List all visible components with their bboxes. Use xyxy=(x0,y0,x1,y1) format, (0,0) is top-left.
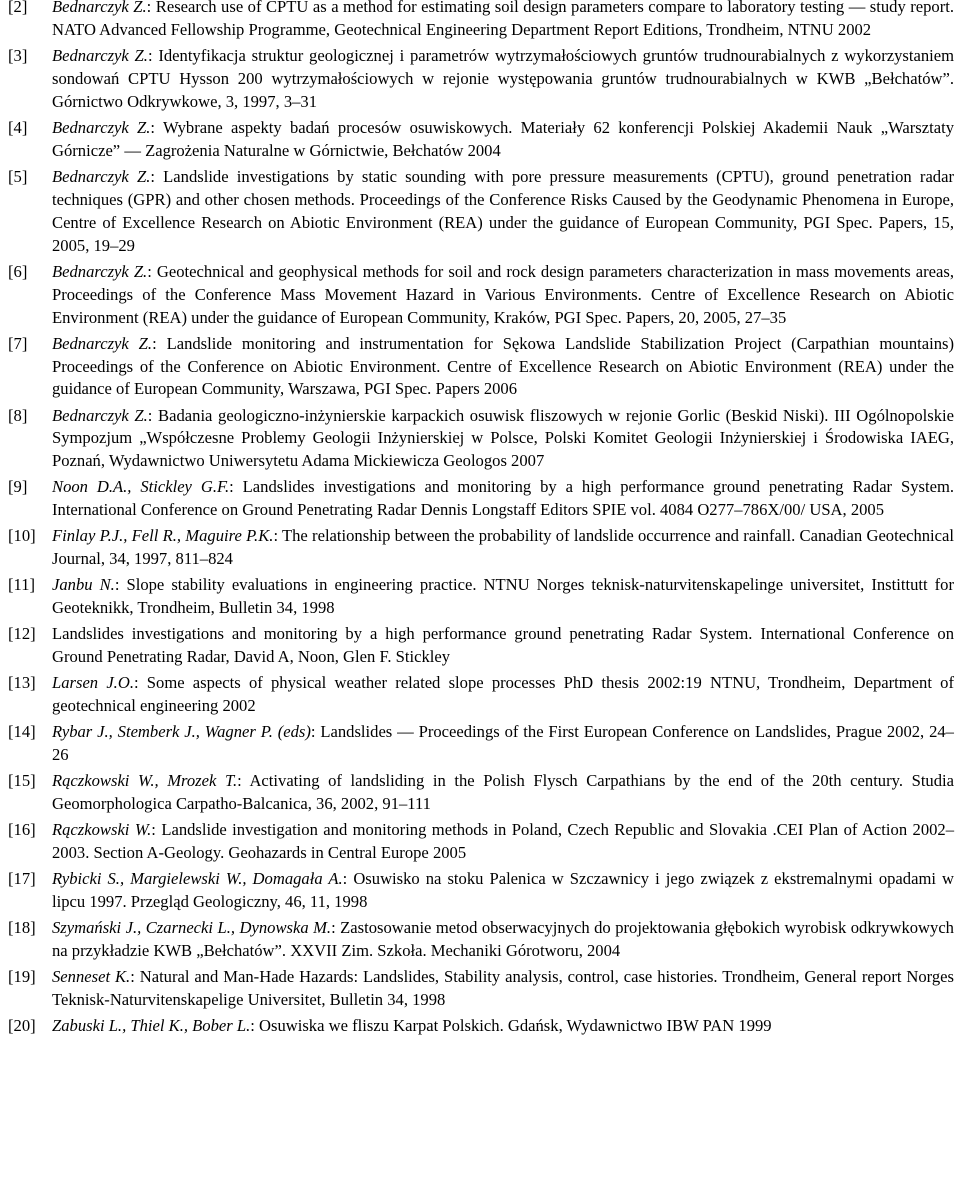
reference-authors: Zabuski L., Thiel K., Bober L. xyxy=(52,1016,251,1036)
reference-text: Geotechnical and geophysical methods for soil and rock design parameters characterization in mass movements areas, Proceedings of the Conference Mass Movement Hazard in Various Environments. Centre of Excellence Research on Abiotic Environment (REA) under the guidance of European Community, Kraków, PGI Spec. Papers, 20, 2005, 27–35 xyxy=(52,261,954,327)
reference-number: [17] xyxy=(8,869,36,889)
reference-body xyxy=(52,917,954,963)
reference-text: Landslides investigations and monitoring by a high performance ground penetrating Radar System. International Conference on Ground Penetrating Radar, David A, Noon, Glen F. Stickley xyxy=(52,624,954,667)
reference-body xyxy=(52,333,954,402)
reference-number: [9] xyxy=(8,477,28,497)
reference-number: [3] xyxy=(8,46,28,65)
reference-body xyxy=(52,623,954,669)
reference-number: [7] xyxy=(8,333,28,353)
reference-12 xyxy=(8,623,954,669)
reference-number: [12] xyxy=(8,624,36,644)
reference-authors: Finlay P.J., Fell R., Maguire P.K. xyxy=(52,526,274,546)
reference-text: Slope stability evaluations in engineering practice. NTNU Norges teknisk-naturvitenskapelinge universitet, Instittutt for Geoteknikk, Trondheim, Bulletin 34, 1998 xyxy=(52,575,954,618)
reference-authors: Rybicki S., Margielewski W., Domagała A. xyxy=(52,869,343,889)
reference-body xyxy=(52,672,954,718)
reference-15 xyxy=(8,770,954,816)
reference-separator: : xyxy=(237,771,250,791)
reference-separator: : xyxy=(310,722,321,742)
reference-text: Identyfikacja struktur geologicznej i parametrów wytrzymałościowych gruntów trudnourabialnych z wykorzystaniem sondowań CPTU Hysson 200 wytrzymałościowych w rejonie występowania gruntów trudnourabialnych w KWB „Bełchatów”. Górnictwo Odkrywkowe, 3, 1997, 3–31 xyxy=(52,46,954,111)
reference-authors: Janbu N. xyxy=(52,575,115,595)
reference-body xyxy=(52,525,954,571)
reference-body xyxy=(52,261,954,330)
reference-separator: : xyxy=(342,869,354,889)
reference-authors: Bednarczyk Z. xyxy=(52,261,148,281)
reference-13 xyxy=(8,672,954,718)
reference-separator: : xyxy=(146,0,156,16)
reference-9 xyxy=(8,476,954,522)
reference-authors: Bednarczyk Z. xyxy=(52,117,151,137)
reference-text: Wybrane aspekty badań procesów osuwiskowych. Materiały 62 konferencji Polskiej Akademii Nauk „Warsztaty Górnicze” — Zagrożenia Naturalne w Górnictwie, Bełchatów 2004 xyxy=(52,117,954,160)
reference-body xyxy=(52,721,954,767)
reference-body xyxy=(52,0,954,42)
reference-body xyxy=(52,405,954,474)
reference-11 xyxy=(8,574,954,620)
reference-separator: : xyxy=(229,477,243,497)
reference-16 xyxy=(8,819,954,865)
reference-20 xyxy=(8,1015,954,1038)
reference-authors: Szymański J., Czarnecki L., Dynowska M. xyxy=(52,918,332,938)
reference-separator: : xyxy=(150,117,163,137)
reference-number: [16] xyxy=(8,820,36,840)
reference-14 xyxy=(8,721,954,767)
reference-separator: : xyxy=(147,261,157,281)
reference-number: [6] xyxy=(8,261,28,281)
reference-text: Research use of CPTU as a method for estimating soil design parameters compare to laboratory testing — study report. NATO Advanced Fellowship Programme, Geotechnical Engineering Department Report Editions, Trondheim, NTNU 2002 xyxy=(52,0,955,39)
reference-body xyxy=(52,1015,954,1038)
reference-text: Zastosowanie metod obserwacyjnych do projektowania głębokich wyrobisk odkrywkowych na przykładzie KWB „Bełchatów”. XXVII Zim. Szkoła. Mechaniki Górotworu, 2004 xyxy=(52,918,954,961)
reference-separator: : xyxy=(152,333,167,353)
reference-number: [19] xyxy=(8,967,36,987)
reference-3 xyxy=(8,45,954,114)
reference-authors: Senneset K. xyxy=(52,967,131,987)
reference-body xyxy=(52,117,954,163)
reference-body xyxy=(52,166,954,258)
reference-text: Landslide investigations by static sounding with pore pressure measurements (CPTU), ground penetration radar techniques (GPR) and other chosen methods. Proceedings of the Conference Risks Caused by the Geodynamic Phenomena in Europe, Centre of Excellence Research on Abiotic Environment (REA) under the guidance of European Community, PGI Spec. Papers, 15, 2005, 19–29 xyxy=(52,166,954,255)
reference-separator: : xyxy=(331,918,341,938)
reference-separator: : xyxy=(130,967,140,987)
reference-separator: : xyxy=(147,405,159,425)
reference-number: [18] xyxy=(8,918,36,938)
reference-19 xyxy=(8,966,954,1012)
reference-separator: : xyxy=(114,575,127,595)
reference-body xyxy=(52,45,954,114)
reference-number: [10] xyxy=(8,526,36,546)
reference-body xyxy=(52,868,954,914)
reference-text: Natural and Man-Hade Hazards: Landslides, Stability analysis, control, case histories. Trondheim, General report Norges Teknisk-Naturvitenskapelige Universitet, Bulletin 34, 1998 xyxy=(52,967,954,1010)
reference-body xyxy=(52,476,954,522)
reference-authors: Bednarczyk Z. xyxy=(52,46,148,65)
reference-authors: Bednarczyk Z. xyxy=(52,166,151,186)
reference-text: Landslides investigations and monitoring by a high performance ground penetrating Radar System. International Conference on Ground Penetrating Radar Dennis Longstaff Editors SPIE vol. 4084 O277–786X/00/ USA, 2005 xyxy=(52,477,955,520)
reference-separator: : xyxy=(250,1016,259,1036)
reference-17 xyxy=(8,868,954,914)
reference-text: The relationship between the probability of landslide occurrence and rainfall. Canadian Geotechnical Journal, 34, 1997, 811–824 xyxy=(52,526,954,569)
reference-text: Some aspects of physical weather related slope processes PhD thesis 2002:19 NTNU, Trondheim, Department of geotechnical engineering 2002 xyxy=(52,673,954,716)
reference-18 xyxy=(8,917,954,963)
reference-number: [8] xyxy=(8,405,28,425)
reference-4 xyxy=(8,117,954,163)
reference-authors: Larsen J.O. xyxy=(52,673,134,693)
reference-number: [5] xyxy=(8,166,28,186)
reference-number: [14] xyxy=(8,722,36,742)
reference-text: Osuwisko na stoku Palenica w Szczawnicy i jego związek z ekstremalnymi opadami w lipcu 1997. Przegląd Geologiczny, 46, 11, 1998 xyxy=(52,869,954,912)
reference-list xyxy=(8,0,954,1045)
reference-authors: Rączkowski W., Mrozek T. xyxy=(52,771,238,791)
reference-separator: : xyxy=(133,673,147,693)
reference-authors: Bednarczyk Z. xyxy=(52,333,153,353)
reference-7 xyxy=(8,333,954,402)
reference-body xyxy=(52,574,954,620)
reference-number: [15] xyxy=(8,771,36,791)
reference-number: [11] xyxy=(8,575,36,595)
reference-separator: : xyxy=(147,46,159,65)
reference-body xyxy=(52,966,954,1012)
reference-authors: Bednarczyk Z. xyxy=(52,0,147,16)
reference-number: [13] xyxy=(8,673,36,693)
reference-separator: : xyxy=(151,820,162,840)
reference-number: [4] xyxy=(8,117,28,137)
reference-text: Activating of landsliding in the Polish Flysch Carpathians by the end of the 20th century. Studia Geomorphologica Carpatho-Balcanica, 36, 2002, 91–111 xyxy=(52,771,955,814)
reference-body xyxy=(52,819,954,865)
reference-5 xyxy=(8,166,954,258)
reference-8 xyxy=(8,405,954,474)
reference-number: [20] xyxy=(8,1016,36,1036)
reference-text: Landslide monitoring and instrumentation for Sękowa Landslide Stabilization Project (Carpathian mountains) Proceedings of the Conference on Abiotic Environment. Centre of Excellence Research on Abiotic Environment (REA) under the guidance of European Community, Warszawa, PGI Spec. Papers 2006 xyxy=(52,333,954,399)
reference-body xyxy=(52,770,954,816)
reference-separator: : xyxy=(273,526,282,546)
reference-10 xyxy=(8,525,954,571)
reference-number: [2] xyxy=(8,0,28,16)
reference-text: Osuwiska we fliszu Karpat Polskich. Gdańsk, Wydawnictwo IBW PAN 1999 xyxy=(259,1016,772,1036)
reference-2 xyxy=(8,0,954,42)
reference-text: Landslide investigation and monitoring methods in Poland, Czech Republic and Slovakia .CEI Plan of Action 2002–2003. Section A-Geology. Geohazards in Central Europe 2005 xyxy=(52,820,955,863)
reference-authors: Bednarczyk Z. xyxy=(52,405,148,425)
reference-separator: : xyxy=(150,166,164,186)
reference-text: Badania geologiczno-inżynierskie karpackich osuwisk fliszowych w rejonie Gorlic (Beskid Niski). III Ogólnopolskie Sympozjum „Współczesne Problemy Geologii Inżynierskiej w Polsce, Polski Komitet Geologii Inżynierskiej i Środowiska IAEG, Poznań, Wydawnictwo Uniwersytetu Adama Mickiewicza Geologos 2007 xyxy=(52,405,954,471)
reference-6 xyxy=(8,261,954,330)
reference-text: Landslides — Proceedings of the First European Conference on Landslides, Prague 2002, 24–26 xyxy=(52,722,954,765)
reference-authors: Rybar J., Stemberk J., Wagner P. (eds) xyxy=(52,722,311,742)
reference-authors: Noon D.A., Stickley G.F. xyxy=(52,477,230,497)
reference-authors: Rączkowski W. xyxy=(52,820,152,840)
